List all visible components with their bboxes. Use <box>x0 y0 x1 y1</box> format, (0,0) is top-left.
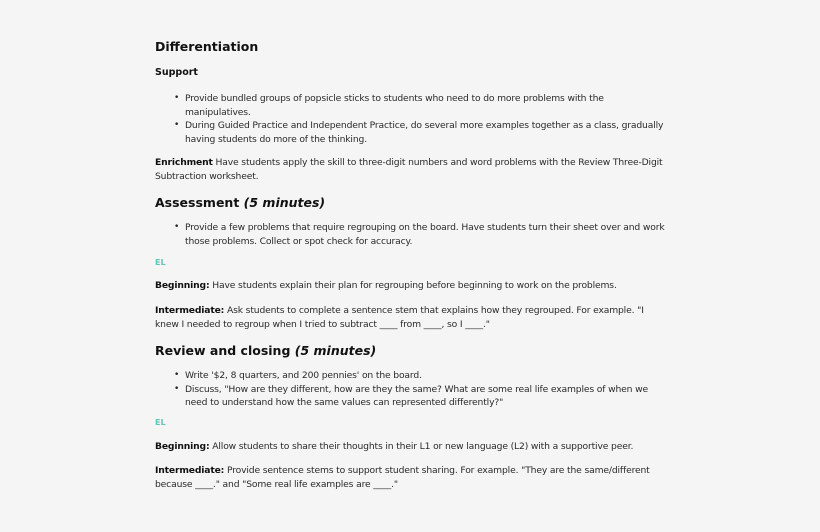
el-label: EL <box>155 418 166 427</box>
list-item-text: During Guided Practice and Independent Practice, do several more examples together as a class, gradually having students do more of the thinking. <box>185 120 664 145</box>
assessment-beginning-paragraph <box>155 279 665 293</box>
bullet-icon: • <box>174 370 180 380</box>
bullet-icon: • <box>174 383 180 394</box>
list-item-text: Provide a few problems that require regrouping on the board. Have students turn their sheet over and work those problems. Collect or spot check for accuracy. <box>185 222 665 247</box>
bullet-icon: • <box>174 120 180 130</box>
enrichment-text: Have students apply the skill to three-digit numbers and word problems with the Review Three-Digit Subtraction worksheet. <box>155 157 663 182</box>
list-item-text: Discuss, "How are they different, how are they the same? What are some real life examples of when we need to understand how the same values can represented differently?" <box>185 383 648 408</box>
assessment-heading <box>155 195 325 210</box>
beginning-label: Beginning: <box>155 441 210 452</box>
bullet-icon: • <box>174 222 180 232</box>
assessment-duration: (5 minutes) <box>243 195 326 210</box>
review-list <box>174 369 665 410</box>
review-heading <box>155 343 376 358</box>
differentiation-heading <box>155 39 258 54</box>
support-list <box>174 92 665 146</box>
intermediate-label: Intermediate: <box>155 305 225 316</box>
review-title: Review and closing <box>155 343 291 358</box>
enrichment-label: Enrichment <box>155 157 213 168</box>
review-intermediate-paragraph <box>155 464 665 491</box>
list-item <box>174 221 665 248</box>
list-item <box>174 119 665 146</box>
list-item <box>174 383 665 410</box>
list-item-text: Write '$2, 8 quarters, and 200 pennies' on the board. <box>185 370 422 381</box>
review-beginning-paragraph <box>155 440 665 454</box>
beginning-label: Beginning: <box>155 280 210 291</box>
differentiation-title: Differentiation <box>155 39 259 54</box>
intermediate-text: Ask students to complete a sentence stem that explains how they regrouped. For example. "I knew I needed to regroup when I tried to subtract ____ from ____, so I ____." <box>155 305 644 330</box>
assessment-intermediate-paragraph <box>155 304 665 331</box>
list-item <box>174 369 665 383</box>
list-item <box>174 92 665 119</box>
support-heading: Support <box>155 67 198 78</box>
intermediate-text: Provide sentence stems to support student sharing. For example. "They are the same/different because ____." and "Some real life examples are ____." <box>155 465 650 490</box>
review-duration: (5 minutes) <box>294 343 377 358</box>
beginning-text: Allow students to share their thoughts in their L1 or new language (L2) with a supportive peer. <box>209 441 634 452</box>
beginning-text: Have students explain their plan for regrouping before beginning to work on the problems. <box>209 280 617 291</box>
enrichment-paragraph <box>155 156 665 183</box>
assessment-list <box>174 221 665 248</box>
assessment-title: Assessment <box>155 195 240 210</box>
intermediate-label: Intermediate: <box>155 465 225 476</box>
el-label: EL <box>155 258 166 267</box>
bullet-icon: • <box>174 93 180 103</box>
list-item-text: Provide bundled groups of popsicle sticks to students who need to do more problems with the manipulatives. <box>185 93 604 118</box>
